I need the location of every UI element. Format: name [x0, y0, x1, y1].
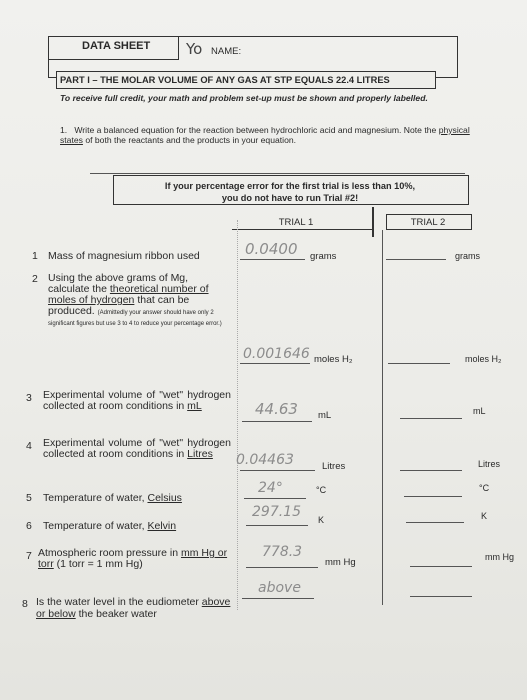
name-label: NAME: — [211, 46, 242, 57]
row-6-label-a: Temperature of water, — [43, 520, 145, 532]
part-title: PART I – THE MOLAR VOLUME OF ANY GAS AT STP EQUALS 22.4 LITRES — [60, 75, 390, 85]
row-7-trial2-unit: mm Hg — [485, 552, 514, 562]
row-1-label: Mass of magnesium ribbon used — [48, 250, 200, 262]
row-4-trial1-value: 0.04463 — [236, 452, 294, 468]
row-1-trial1-line — [240, 259, 305, 260]
trial-col-vline-1 — [382, 230, 383, 605]
notice-line-2: you do not have to run Trial #2! — [221, 193, 359, 203]
row-4-label-a: Experimental volume of "wet" hydrogen collected at room conditions in — [43, 437, 231, 460]
row-3-trial1-unit: mL — [318, 410, 332, 421]
row-2-label-b: theoretical number of moles of hydrogen — [48, 283, 209, 306]
row-8-trial2-line — [410, 596, 472, 597]
row-4-label — [43, 438, 231, 460]
row-4-trial2-line — [400, 470, 462, 471]
trial-divider-left — [372, 207, 374, 237]
row-6-label-b: Kelvin — [147, 520, 177, 532]
question-1 — [60, 125, 480, 145]
row-5-trial1-unit: °C — [316, 485, 327, 495]
row-5-label-b: Celsius — [147, 492, 182, 504]
physical-states-underlined: physical states — [60, 125, 470, 145]
row-5-trial2-line — [404, 496, 462, 497]
row-6-trial2-unit: K — [481, 511, 488, 521]
row-5-number: 5 — [26, 492, 32, 504]
row-3-trial1-value: 44.63 — [255, 400, 298, 418]
question-1-text-end: of both the reactants and the products in your equation. — [85, 135, 297, 145]
row-2-trial1-unit: moles H₂ — [314, 354, 353, 365]
row-7-number: 7 — [26, 550, 32, 562]
row-6-trial1-value: 297.15 — [252, 504, 301, 520]
row-4-label-b: Litres — [187, 448, 213, 460]
notice-line-1: If your percentage error for the first trial is less than 10%, — [164, 181, 416, 191]
header-divider — [178, 37, 179, 59]
row-7-label — [38, 548, 238, 570]
row-2-trial2-line — [388, 363, 450, 364]
row-2-label-c: that can be produced. — [48, 294, 190, 317]
row-2-trial1-line — [240, 363, 310, 364]
row-3-trial1-line — [242, 421, 312, 422]
row-8-label-b: above or below — [36, 596, 231, 620]
row-6-number: 6 — [26, 520, 32, 532]
data-sheet-title: DATA SHEET — [82, 40, 151, 52]
row-3-number: 3 — [26, 392, 32, 404]
row-3-label-b: mL — [187, 400, 202, 412]
row-1-trial2-unit: grams — [455, 251, 481, 261]
row-3-trial2-line — [400, 418, 462, 419]
row-2-trial1-value: 0.001646 — [243, 346, 310, 362]
row-2-label-a: Using the above grams of Mg, calculate the — [48, 272, 189, 295]
row-8-label — [36, 596, 236, 620]
row-3-label — [43, 390, 231, 412]
row-8-trial1-line — [242, 598, 314, 599]
row-6-trial1-line — [246, 525, 308, 526]
row-4-trial2-unit: Litres — [478, 459, 501, 469]
row-6-trial2-line — [406, 522, 464, 523]
row-4-number: 4 — [26, 440, 32, 452]
row-2-trial2-unit: moles H₂ — [465, 354, 502, 364]
row-7-trial1-line — [246, 567, 318, 568]
row-7-label-c: (1 torr = 1 mm Hg) — [56, 558, 143, 570]
equation-line — [90, 173, 465, 174]
row-2-number: 2 — [32, 273, 38, 285]
row-7-label-b: mm Hg or torr — [38, 547, 228, 570]
row-5-label-a: Temperature of water, — [43, 492, 145, 504]
row-1-trial1-unit: grams — [310, 251, 337, 262]
trial1-header-line — [232, 229, 372, 230]
question-1-number: 1. — [60, 125, 68, 135]
row-1-number: 1 — [32, 250, 38, 262]
row-5-trial1-value: 24° — [258, 480, 283, 496]
question-1-text: Write a balanced equation for the reaction between hydrochloric acid and magnesium. Note the — [74, 125, 437, 135]
row-3-trial2-unit: mL — [473, 406, 486, 416]
row-8-label-a: Is the water level in the eudiometer — [36, 596, 199, 608]
row-5-label — [43, 492, 182, 504]
row-6-trial1-unit: K — [318, 515, 325, 525]
initials-handwritten: Yo — [186, 40, 203, 58]
row-1-trial2-line — [386, 259, 446, 260]
header-divider-h — [49, 59, 179, 60]
row-2-note: (Admittedly your answer should have only 2 significant figures but use 3 to 4 to reduce your percentage error.) — [48, 310, 222, 327]
row-7-label-a: Atmospheric room pressure in — [38, 547, 179, 559]
row-7-trial1-unit: mm Hg — [325, 557, 356, 568]
instruction-text: To receive full credit, your math and problem set-up must be shown and properly labelled. — [60, 93, 428, 103]
row-8-trial1-value: above — [258, 580, 301, 596]
row-8-number: 8 — [22, 598, 28, 610]
row-3-label-a: Experimental volume of "wet" hydrogen collected at room conditions in — [43, 389, 231, 412]
row-1-trial1-value: 0.0400 — [245, 240, 298, 258]
trial-1-label: TRIAL 1 — [278, 217, 314, 228]
row-5-trial2-unit: °C — [479, 483, 490, 493]
row-7-trial1-value: 778.3 — [262, 544, 303, 560]
row-4-trial1-line — [240, 470, 315, 471]
row-2-label — [48, 273, 228, 328]
trial-2-label: TRIAL 2 — [410, 217, 446, 228]
row-4-trial1-unit: Litres — [322, 461, 346, 472]
row-7-trial2-line — [410, 566, 472, 567]
row-5-trial1-line — [244, 498, 306, 499]
row-6-label — [43, 520, 176, 532]
row-8-label-c: the beaker water — [78, 608, 157, 620]
